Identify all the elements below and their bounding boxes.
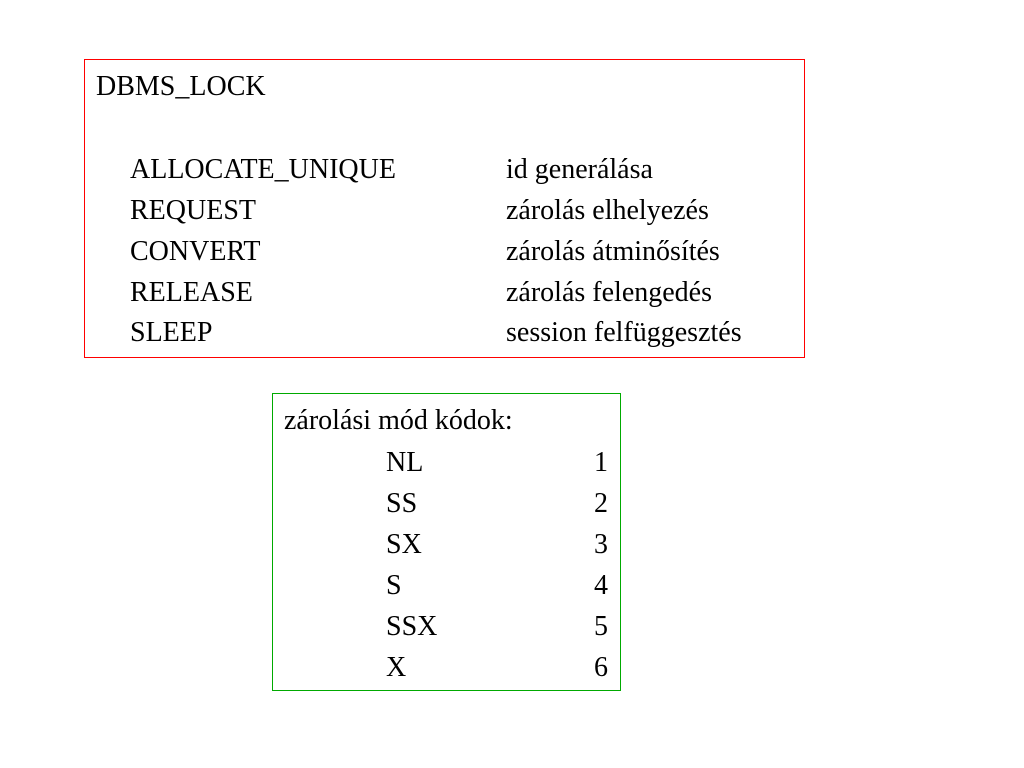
lock-mode-code: SSX	[386, 611, 438, 642]
procedure-description: zárolás átminősítés	[506, 236, 720, 267]
procedure-name: CONVERT	[130, 236, 261, 267]
lock-mode-value: 4	[594, 570, 608, 601]
lock-mode-codes-title: zárolási mód kódok:	[284, 405, 513, 436]
dbms-lock-title: DBMS_LOCK	[96, 71, 266, 102]
dbms-lock-box	[84, 59, 805, 358]
lock-mode-value: 6	[594, 652, 608, 683]
lock-mode-code: S	[386, 570, 402, 601]
procedure-description: session felfüggesztés	[506, 317, 742, 348]
lock-mode-code: SS	[386, 488, 418, 519]
lock-mode-code: NL	[386, 447, 424, 478]
procedure-description: zárolás elhelyezés	[506, 195, 709, 226]
lock-mode-value: 5	[594, 611, 608, 642]
lock-mode-code: X	[386, 652, 407, 683]
procedure-name: SLEEP	[130, 317, 213, 348]
lock-mode-value: 2	[594, 488, 608, 519]
lock-mode-value: 3	[594, 529, 608, 560]
procedure-description: id generálása	[506, 154, 653, 185]
procedure-name: RELEASE	[130, 277, 253, 308]
procedure-name: ALLOCATE_UNIQUE	[130, 154, 396, 185]
lock-mode-code: SX	[386, 529, 422, 560]
lock-mode-value: 1	[594, 447, 608, 478]
procedure-description: zárolás felengedés	[506, 277, 712, 308]
lock-mode-codes-box	[272, 393, 621, 691]
procedure-name: REQUEST	[130, 195, 256, 226]
